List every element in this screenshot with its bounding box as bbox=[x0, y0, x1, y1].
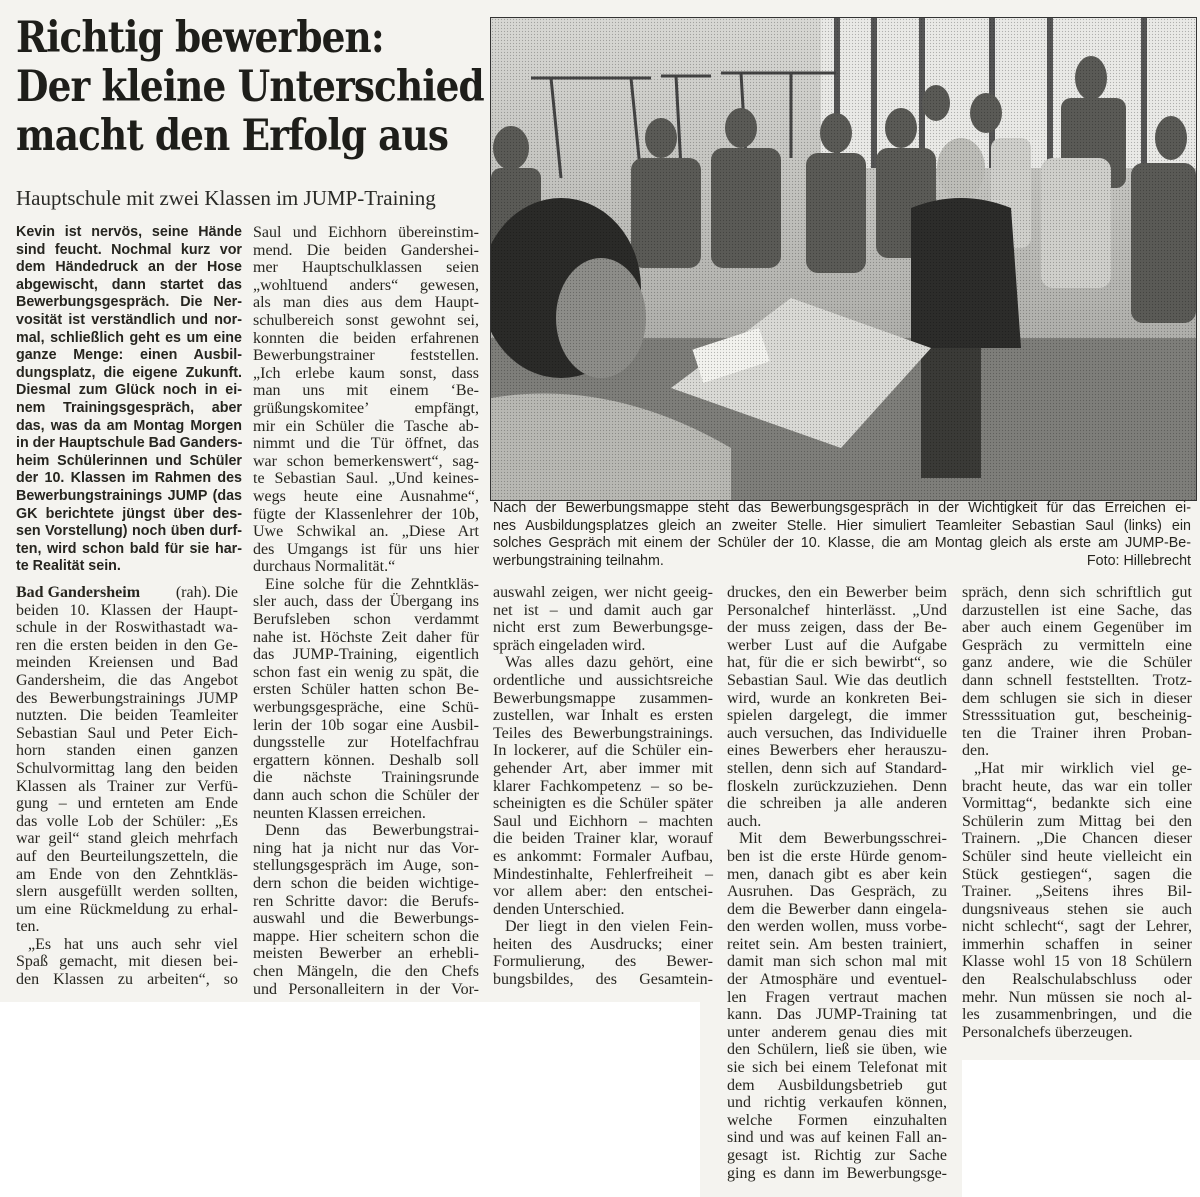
text-line: immerhin schaffen in seiner bbox=[962, 935, 1192, 953]
text-line: den Klassen zu arbeiten“, so bbox=[16, 971, 238, 989]
text-line: man uns mit einem ‘Be- bbox=[253, 382, 479, 400]
text-line: schon fast ein wenig zu spät, die bbox=[253, 663, 479, 681]
text-line: mend. Die beiden Gandershei- bbox=[253, 241, 479, 259]
text-line: In lockerer, auf die Schüler ein- bbox=[493, 742, 713, 760]
text-line: reitet sein. Am besten trainiert, bbox=[727, 935, 947, 953]
text-line: heim Schülerinnen und Schüler bbox=[16, 452, 242, 469]
caption-line: nes Ausbildungsplatzes gleich an zweiter Stelle. Hier simuliert Teamleiter Sebastian Saul (links) ein bbox=[493, 517, 1191, 534]
text-line: nimmt und die Tür öffnet, das bbox=[253, 435, 479, 453]
text-line: klarer Fachkompetenz – so be- bbox=[493, 777, 713, 795]
text-line: dungsplatz, die eigene Zukunft. bbox=[16, 364, 242, 381]
text-line: die nächste Trainingsrunde bbox=[253, 769, 479, 787]
text-line: der Atmosphäre und eventuel- bbox=[727, 971, 947, 989]
text-line: gehender Art, aber immer mit bbox=[493, 759, 713, 777]
headline-line: Der kleine Unterschied bbox=[16, 62, 484, 112]
text-line: ren die ersten beiden in den Ge- bbox=[16, 636, 238, 654]
text-line: grüßungskomitee’ empfängt, bbox=[253, 399, 479, 417]
text-line: Ausruhen. Das Gespräch, zu bbox=[727, 883, 947, 901]
text-line: vor allem aber: den entschei- bbox=[493, 883, 713, 901]
text-line: vosität ist verständlich und nor- bbox=[16, 311, 242, 328]
text-line: Saul und Eichhorn – machten bbox=[493, 812, 713, 830]
text-line: Sebastian Saul und Peter Eich- bbox=[16, 724, 238, 742]
text-line: werbungsgespräche, eine Schü- bbox=[253, 699, 479, 717]
text-line: Gespräch zu vermitteln eine bbox=[962, 636, 1192, 654]
text-line: durchaus Normalität.“ bbox=[253, 558, 396, 576]
text-line: net ist – und damit auch gar bbox=[493, 601, 713, 619]
text-line: denden Unterschied. bbox=[493, 900, 625, 918]
text-line: war schon bemerkenswert“, sag- bbox=[253, 452, 479, 470]
text-line: Schülerin zum Mittag bei den bbox=[962, 812, 1192, 830]
text-line: scheinigten es die Schüler später bbox=[493, 795, 713, 813]
text-line: wird, wurde an konkreten Bei- bbox=[727, 689, 947, 707]
text-line: Mit dem Bewerbungsschrei- bbox=[739, 830, 947, 848]
text-line: Bewerbungstrainer feststellen. bbox=[253, 347, 479, 365]
text-line: „wohltuend anders“ gewesen, bbox=[253, 276, 479, 294]
text-line: Diesmal zum Glück noch in ei- bbox=[16, 382, 242, 399]
lead-paragraph bbox=[16, 224, 242, 576]
text-line: Uwe Schwikal an. „Diese Art bbox=[253, 523, 479, 541]
text-line: nem Trainingsgespräch, aber bbox=[16, 399, 242, 416]
text-line: GK berichtete jüngst über des- bbox=[16, 505, 242, 522]
text-line: floskeln zurückzuziehen. Denn bbox=[727, 777, 947, 795]
text-line: ergattern können. Deshalb soll bbox=[253, 751, 479, 769]
text-line: nutzten. Die beiden Teamleiter bbox=[16, 707, 238, 725]
text-line: nahe ist. Höchste Zeit daher für bbox=[253, 628, 479, 646]
text-line: te Sebastian Saul. „Und keines- bbox=[253, 470, 479, 488]
clipping-edge-left bbox=[0, 1002, 700, 1197]
text-line: den. bbox=[962, 742, 990, 760]
text-line: sie sich bei einem Telefonat mit bbox=[727, 1059, 947, 1077]
text-line: Stück gestiegen“, sagen die bbox=[962, 865, 1192, 883]
text-line: auch. bbox=[727, 812, 762, 830]
text-line: eines Bewerbers eher herauszu- bbox=[727, 742, 947, 760]
text-line: schule in der Roswithastadt wa- bbox=[16, 619, 238, 637]
text-line: Klasse wohl 15 von 18 Schülern bbox=[962, 953, 1192, 971]
text-line: mer Hauptschulklassen seien bbox=[253, 259, 479, 277]
text-line: des Bewerbungstrainings JUMP bbox=[16, 689, 238, 707]
text-line: gung – und ernteten am Ende bbox=[16, 795, 238, 813]
text-line: sind feucht. Nochmal kurz vor bbox=[16, 241, 242, 258]
dateline-rest: (rah). Die bbox=[175, 584, 238, 601]
text-line: unter anderem genau dies mit bbox=[727, 1023, 947, 1041]
text-line: horn standen einen ganzen bbox=[16, 742, 238, 760]
text-line: das JUMP-Training, eigentlich bbox=[253, 646, 479, 664]
text-line: stellungsgespräch im Auge, son- bbox=[253, 857, 479, 875]
text-line: den werden wollen, muss vorbe- bbox=[727, 918, 947, 936]
text-line: dungsniveaus stehen sie auch bbox=[962, 900, 1192, 918]
text-line: der 10. Klassen im Rahmen des bbox=[16, 470, 242, 487]
text-line: beiden 10. Klassen der Haupt- bbox=[16, 601, 238, 619]
text-line: ning hat ja nicht nur das Vor- bbox=[253, 839, 479, 857]
photo-caption bbox=[493, 500, 1191, 570]
text-line: am Ende von den Zehntkläs- bbox=[16, 865, 238, 883]
text-line: druckes, den ein Bewerber beim bbox=[727, 584, 947, 601]
text-line: spräch, denn sich schriftlich gut bbox=[962, 584, 1192, 601]
text-line: sler auch, dass der Übergang ins bbox=[253, 593, 479, 611]
text-line: ten die Trainer ihren Proban- bbox=[962, 724, 1192, 742]
photo-classroom-interview bbox=[491, 18, 1196, 500]
text-line: meinden Kreiensen und Bad bbox=[16, 654, 238, 672]
text-line: Gandersheim, die das Angebot bbox=[16, 671, 238, 689]
photo-credit: Foto: Hillebrecht bbox=[1086, 552, 1191, 569]
text-line: chen Mängeln, die den Chefs bbox=[253, 962, 479, 980]
text-line: des Umgangs ist für uns hier bbox=[253, 540, 479, 558]
text-line: auch versuchen, das Individuelle bbox=[727, 724, 947, 742]
text-line: mappe. Hier scheitern schon die bbox=[253, 927, 479, 945]
text-line: dann schnell feststellten. Trotz- bbox=[962, 671, 1192, 689]
text-line: neunten Klassen erreichen. bbox=[253, 804, 426, 822]
text-line: nicht schlecht“, sagt der Lehrer, bbox=[962, 918, 1192, 936]
text-line: ersten Schüler hatten schon Be- bbox=[253, 681, 479, 699]
text-line: werber Lust auf die Aufgabe bbox=[727, 636, 947, 654]
text-line: war geil“ stand gleich mehrfach bbox=[16, 830, 238, 848]
text-line: Personalchefs überzeugen. bbox=[962, 1023, 1133, 1041]
text-line: Schüler sind heute vielleicht ein bbox=[962, 847, 1192, 865]
text-line: Personalchef hinterlässt. „Und bbox=[727, 601, 947, 619]
text-line: Sebastian Saul. Wie das deutlich bbox=[727, 671, 947, 689]
text-line: Spaß gemacht, mit diesen bei- bbox=[16, 953, 238, 971]
text-line: „Es hat uns auch sehr viel bbox=[28, 935, 238, 953]
text-line: ren Schritte davor: die Berufs- bbox=[253, 892, 479, 910]
text-line: ten. bbox=[16, 918, 40, 936]
text-line: meisten Bewerber an erhebli- bbox=[253, 945, 479, 963]
text-line: und Personalleitern in der Vor- bbox=[253, 980, 479, 998]
text-line: spielen dargelegt, die immer bbox=[727, 707, 947, 725]
text-line: Trainern. „Die Chancen dieser bbox=[962, 830, 1192, 848]
text-line: auf den Beurteilungszetteln, die bbox=[16, 847, 238, 865]
text-line: abgewischt, dann startet das bbox=[16, 276, 242, 293]
text-line: und richtig verkaufen können, bbox=[727, 1094, 947, 1112]
text-line: welche Formen einzuhalten bbox=[727, 1111, 947, 1129]
text-line: Bewerbungsmappe zusammen- bbox=[493, 689, 713, 707]
text-line: sen Vorstellung) noch üben durf- bbox=[16, 523, 242, 540]
text-line: Saul und Eichhorn übereinstim- bbox=[253, 224, 479, 241]
text-line: darzustellen ist eine Sache, das bbox=[962, 601, 1192, 619]
article-column-1 bbox=[16, 584, 238, 989]
article-photo bbox=[490, 17, 1197, 501]
text-line: das, was da am Montag Morgen bbox=[16, 417, 242, 434]
text-line: lerin der 10b sogar eine Ausbil- bbox=[253, 716, 479, 734]
text-line: Stresssituation gut, bescheinig- bbox=[962, 707, 1192, 725]
text-line: heiten des Ausdrucks; einer bbox=[493, 935, 713, 953]
text-line: „Hat mir wirklich viel ge- bbox=[974, 759, 1192, 777]
text-line: mir ein Schüler die Tasche ab- bbox=[253, 417, 479, 435]
text-line: Kevin ist nervös, seine Hände bbox=[16, 224, 242, 240]
text-line: dern schon die beiden wichtige- bbox=[253, 874, 479, 892]
text-line: in der Hauptschule Bad Ganders- bbox=[16, 435, 243, 452]
text-line: Denn das Bewerbungstrai- bbox=[265, 822, 479, 840]
text-line: kann. Das JUMP-Training tat bbox=[727, 1006, 947, 1024]
text-line: Klassen als Trainer zur Verfü- bbox=[16, 777, 238, 795]
caption-line: solches Gespräch mit einem der Schüler der 10. Klasse, die am Montag gleich als erste am JUMP-Be- bbox=[493, 535, 1191, 552]
text-line: ging es dann im Bewerbungsge- bbox=[727, 1164, 947, 1182]
text-line: schulbereich sonst gewohnt sei, bbox=[253, 311, 479, 329]
article-column-3 bbox=[493, 584, 713, 989]
text-line: Formulierung, des Bewer- bbox=[493, 953, 713, 971]
subheadline: Hauptschule mit zwei Klassen im JUMP-Training bbox=[16, 186, 436, 210]
text-line: Teiles des Bewerbungstrainings. bbox=[493, 724, 713, 742]
text-line: Bewerbungsgespräch. Die Ner- bbox=[16, 294, 242, 311]
text-line: auswahl und die Bewerbungs- bbox=[253, 910, 479, 928]
text-line: auswahl zeigen, wer nicht geeig- bbox=[493, 584, 713, 601]
text-line: gesagt ist. Richtig zur Sache bbox=[727, 1147, 947, 1164]
text-line: es ankommt: Formaler Aufbau, bbox=[493, 847, 713, 865]
caption-line bbox=[493, 553, 1191, 571]
article-column-2 bbox=[253, 224, 479, 998]
text-line: stellen, denn sich auf Standard- bbox=[727, 759, 947, 777]
text-line: ganz andere, wie die Schüler bbox=[962, 654, 1192, 672]
text-line: Vormittag“, bedankte sich eine bbox=[962, 795, 1192, 813]
text-line: sind und was auf keinen Fall an- bbox=[727, 1129, 947, 1147]
text-line: den Schülern, ließ sie üben, wie bbox=[727, 1041, 947, 1059]
text-line: um eine Rückmeldung zu erhal- bbox=[16, 900, 238, 918]
text-line: Schulvormittag lang den beiden bbox=[16, 759, 238, 777]
text-line: Der liegt in den vielen Fein- bbox=[505, 918, 713, 936]
headline-line: Richtig bewerben: bbox=[16, 13, 384, 63]
text-line: dem Händedruck an der Hose bbox=[16, 259, 242, 276]
text-line: Eine solche für die Zehntkläs- bbox=[265, 575, 479, 593]
text-line: ten, wird schon bald für sie har- bbox=[16, 540, 242, 557]
caption-text: werbungstraining teilnahm. bbox=[493, 552, 664, 569]
text-line: den Realschulabschluss oder bbox=[962, 971, 1192, 989]
text-line: dem schlugen sie sich in dieser bbox=[962, 689, 1192, 707]
article-column-4 bbox=[727, 584, 947, 1182]
text-line: zustellen, war Inhalt es ersten bbox=[493, 707, 713, 725]
text-line: dem die Bewerber dann eingela- bbox=[727, 900, 947, 918]
text-line: Trainer. „Seitens ihres Bil- bbox=[962, 883, 1192, 901]
text-line: slern ausgefüllt werden sollten, bbox=[16, 883, 238, 901]
caption-line: Nach der Bewerbungsmappe steht das Bewerbungsgespräch in der Wichtigkeit für das Erreichen ei- bbox=[493, 500, 1191, 516]
text-line: bungsbildes, des Gesamtein- bbox=[493, 971, 713, 989]
text-line: spräch eingeladen wird. bbox=[493, 636, 646, 654]
dateline: Bad Gandersheim bbox=[16, 584, 141, 601]
text-line: ganze Menge: einen Ausbil- bbox=[16, 347, 242, 364]
text-line: ordentliche und aussichtsreiche bbox=[493, 671, 713, 689]
headline-line: macht den Erfolg aus bbox=[16, 111, 449, 161]
text-line: damit man sich schon mal mit bbox=[727, 953, 947, 971]
text-line: les zusammenbringen, und die bbox=[962, 1006, 1192, 1024]
text-line: wegs heute eine Ausnahme“, bbox=[253, 487, 479, 505]
text-line: hat, für die er sich bewirbt“, so bbox=[727, 654, 947, 672]
text-line: das volle Lob der Schüler: „Es bbox=[16, 812, 238, 830]
text-line: ben ist die erste Hürde genom- bbox=[727, 847, 947, 865]
clipping-edge-right bbox=[962, 1060, 1200, 1197]
text-line: die beiden Trainer klar, worauf bbox=[493, 830, 713, 848]
text-line: len Fragen vertraut machen bbox=[727, 988, 947, 1006]
text-line: dungsstelle zur Hotelfachfrau bbox=[253, 734, 479, 752]
text-line: Mindestinhalte, Fehlerfreiheit – bbox=[493, 865, 713, 883]
text-line: te Realität sein. bbox=[16, 558, 121, 575]
text-line: der muss zeigen, dass der Be- bbox=[727, 619, 947, 637]
text-line: bracht heute, das war ein toller bbox=[962, 777, 1192, 795]
text-line: dann auch schon die Schüler der bbox=[253, 787, 479, 804]
headline bbox=[16, 13, 484, 161]
text-line: Berufsleben schon verdammt bbox=[253, 611, 479, 629]
text-line: dem Ausbildungsbetrieb gut bbox=[727, 1076, 947, 1094]
text-line: mal, schließlich geht es um eine bbox=[16, 329, 242, 346]
text-line: nicht erst zum Bewerbungsge- bbox=[493, 619, 713, 637]
text-line: aber auch einem Gegenüber im bbox=[962, 619, 1192, 637]
text-line: mehr. Nun müssen sie noch al- bbox=[962, 988, 1192, 1006]
article-column-5 bbox=[962, 584, 1192, 1041]
text-line: fügte der Klassenlehrer der 10b, bbox=[253, 505, 479, 523]
text-line: Bewerbungstrainings JUMP (das bbox=[16, 487, 242, 504]
text-line: die schreiben ja alle anderen bbox=[727, 795, 947, 813]
text-line: als man dies aus dem Haupt- bbox=[253, 294, 479, 312]
text-line: konnten die beiden erfahrenen bbox=[253, 329, 479, 347]
text-line bbox=[16, 584, 238, 602]
text-line: Was alles dazu gehört, eine bbox=[505, 654, 713, 672]
text-line: men, danach gibt es aber kein bbox=[727, 865, 947, 883]
text-line: „Ich erlebe kaum sonst, dass bbox=[253, 364, 479, 382]
